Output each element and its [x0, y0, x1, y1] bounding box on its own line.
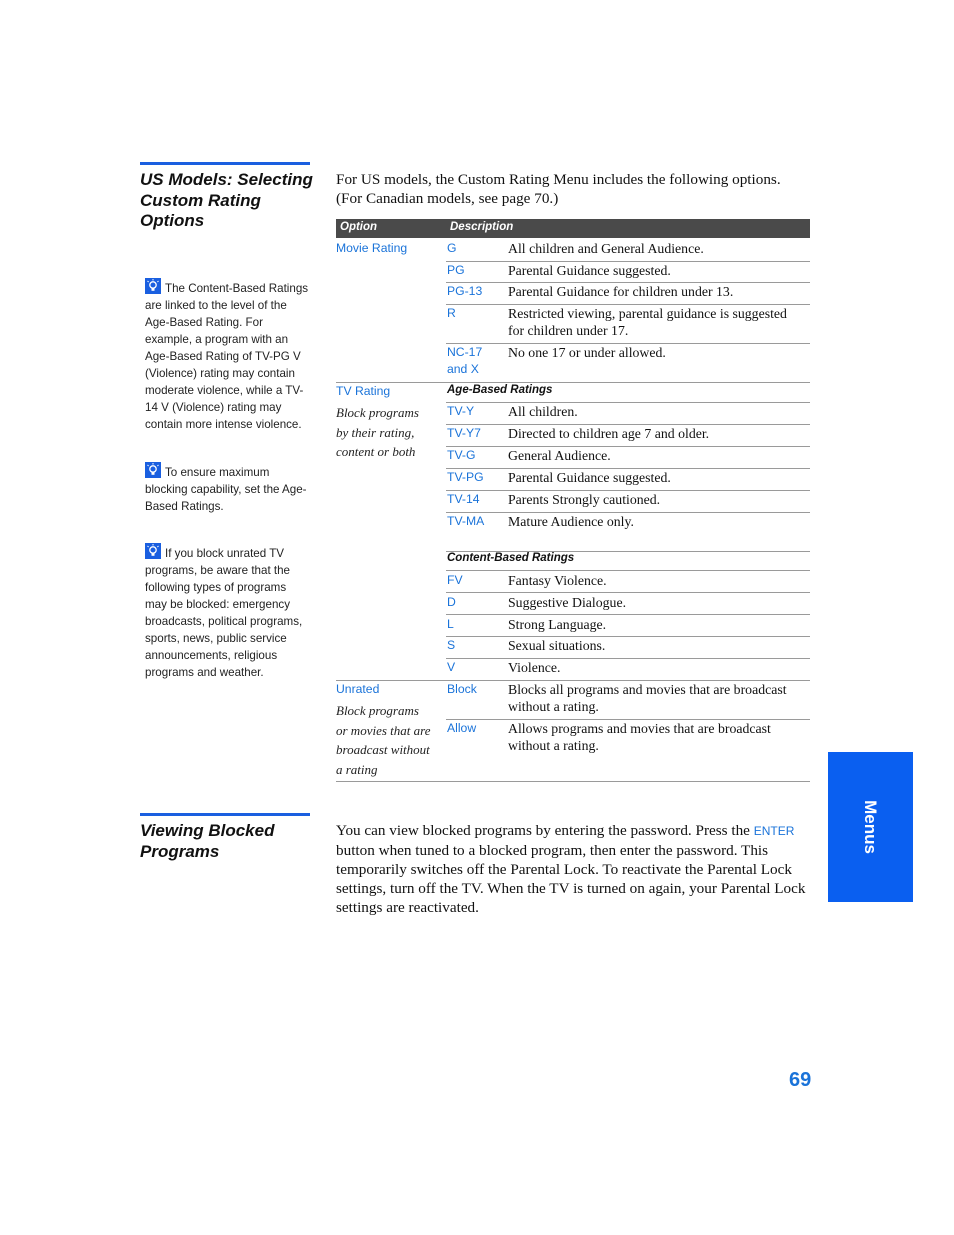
- desc-r: Restricted viewing, parental guidance is suggested for children under 17.: [508, 306, 787, 338]
- desc-fv: Fantasy Violence.: [508, 573, 607, 588]
- section-rule: [140, 162, 310, 165]
- header-description: Description: [450, 221, 514, 233]
- code-tv-g: TV-G: [447, 448, 476, 462]
- viewing-blocked-paragraph: [336, 821, 810, 917]
- code-v: V: [447, 660, 456, 674]
- unrated-note: Block programs or movies that are broadcast without a rating: [336, 703, 431, 777]
- tip-text: The Content-Based Ratings are linked to the level of the Age-Based Rating. For example, a program with an Age-Based Rating of TV-PG V (Violence) rating may contain moderate violence, while a TV-14 V (Violence) rating may contain more intense violence.: [145, 282, 309, 431]
- code-tv-y: TV-Y: [447, 404, 475, 418]
- row-divider: [446, 570, 810, 571]
- section-heading-viewing-blocked: Viewing Blocked Programs: [140, 821, 275, 861]
- desc-tv-y: All children.: [508, 404, 578, 419]
- row-divider: [446, 614, 810, 615]
- desc-tv-14: Parents Strongly cautioned.: [508, 492, 661, 507]
- desc-tv-ma: Mature Audience only.: [508, 514, 634, 529]
- tip-content-based: [145, 278, 310, 433]
- code-allow: Allow: [447, 721, 477, 735]
- tip-lightbulb-icon: [145, 462, 161, 478]
- page-number: 69: [789, 1069, 812, 1091]
- table-header: [336, 219, 810, 238]
- desc-block: Blocks all programs and movies that are broadcast without a rating.: [508, 682, 787, 714]
- option-unrated: Unrated: [336, 682, 380, 696]
- code-s: S: [447, 638, 456, 652]
- tip-text: If you block unrated TV programs, be aware that the following types of programs may be blocked: emergency broadcasts, political programs, sports, news, public service announcements, religious programs and weather.: [145, 547, 303, 679]
- desc-tv-y7: Directed to children age 7 and older.: [508, 426, 710, 441]
- enter-button-label: ENTER: [753, 824, 795, 838]
- desc-pg: Parental Guidance suggested.: [508, 263, 671, 278]
- desc-l: Strong Language.: [508, 617, 607, 632]
- header-option: Option: [340, 221, 378, 233]
- desc-nc17: No one 17 or under allowed.: [508, 345, 666, 360]
- content-based-heading: Content-Based Ratings: [447, 552, 575, 564]
- side-tab-label: Menus: [861, 800, 880, 854]
- code-g: G: [447, 241, 457, 255]
- tip-maximum-blocking: [145, 462, 310, 515]
- tip-lightbulb-icon: [145, 278, 161, 294]
- code-nc17: NC-17 and X: [447, 345, 483, 376]
- code-tv-ma: TV-MA: [447, 514, 485, 528]
- desc-g: All children and General Audience.: [508, 241, 704, 256]
- code-block: Block: [447, 682, 477, 696]
- tip-unrated: [145, 543, 310, 681]
- desc-v: Violence.: [508, 660, 561, 675]
- desc-d: Suggestive Dialogue.: [508, 595, 627, 610]
- option-tv-rating: TV Rating: [336, 384, 391, 398]
- code-pg: PG: [447, 263, 465, 277]
- body-text-after: button when tuned to a blocked program, then enter the password. This temporarily switches off the Parental Lock. To reactivate the Parental Lock settings, turn off the TV. When the TV is turned on again, your Parental Lock settings are reactivated.: [336, 842, 806, 916]
- section-heading-custom-rating: US Models: Selecting Custom Rating Options: [140, 170, 313, 230]
- code-tv-y7: TV-Y7: [447, 426, 481, 440]
- tip-text: To ensure maximum blocking capability, set the Age-Based Ratings.: [145, 466, 307, 513]
- body-text-before: You can view blocked programs by entering the password. Press the: [336, 822, 750, 839]
- section-rule: [140, 813, 310, 816]
- age-based-heading: Age-Based Ratings: [447, 384, 553, 396]
- menus-side-tab: [828, 752, 913, 902]
- intro-paragraph: For US models, the Custom Rating Menu includes the following options. (For Canadian models, see page 70.): [336, 171, 781, 207]
- tip-lightbulb-icon: [145, 543, 161, 559]
- code-pg13: PG-13: [447, 284, 483, 298]
- option-movie-rating: Movie Rating: [336, 241, 408, 255]
- section-divider: [336, 382, 810, 383]
- desc-tv-g: General Audience.: [508, 448, 611, 463]
- table-bottom: [336, 781, 810, 782]
- code-l: L: [447, 617, 454, 631]
- desc-tv-pg: Parental Guidance suggested.: [508, 470, 671, 485]
- code-fv: FV: [447, 573, 463, 587]
- desc-allow: Allows programs and movies that are broadcast without a rating.: [508, 721, 771, 753]
- desc-pg13: Parental Guidance for children under 13.: [508, 284, 734, 299]
- code-tv-pg: TV-PG: [447, 470, 484, 484]
- desc-s: Sexual situations.: [508, 638, 606, 653]
- code-tv-14: TV-14: [447, 492, 480, 506]
- row-divider: [446, 592, 810, 593]
- tv-rating-note: Block programs by their rating, content or both: [336, 405, 419, 460]
- code-d: D: [447, 595, 456, 609]
- code-r: R: [447, 306, 456, 320]
